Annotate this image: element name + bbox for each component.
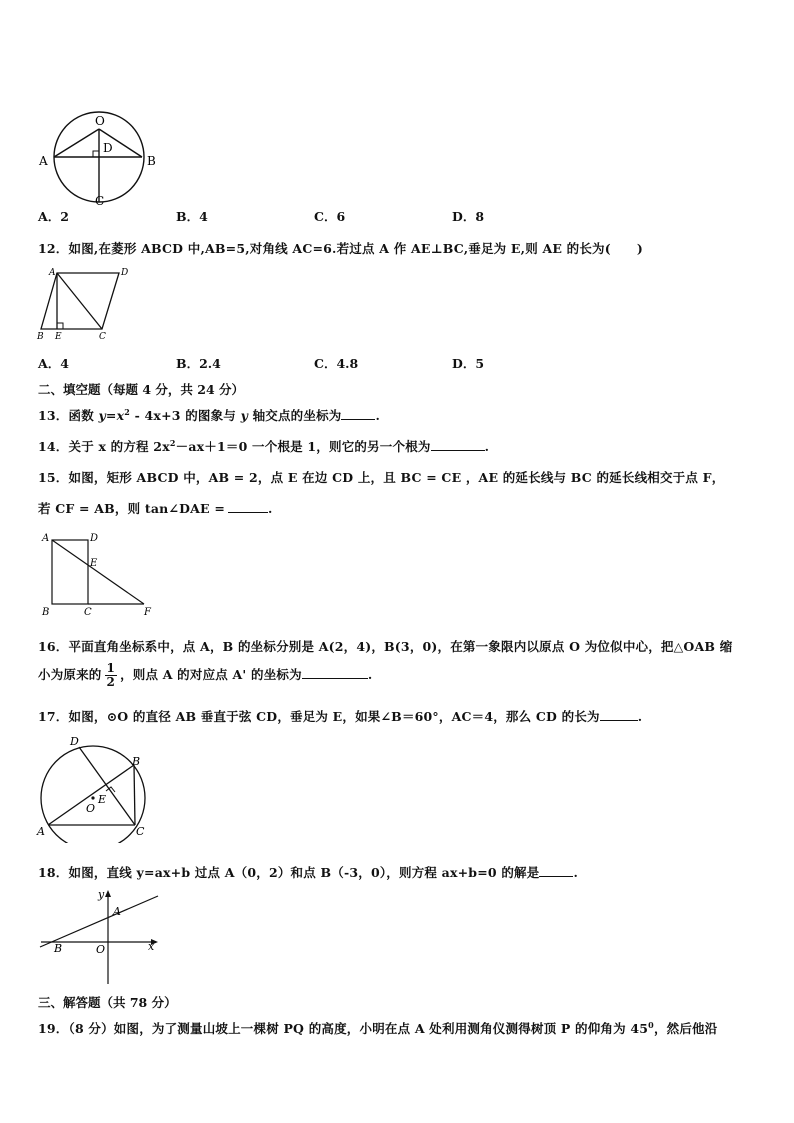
q18-number: 18． — [38, 865, 69, 880]
q17-circle — [41, 746, 145, 843]
q13-text-post: 轴交点的坐标为 — [248, 408, 342, 423]
q11-option-a[interactable]: A．2 — [38, 209, 69, 224]
q16-text-line2-post: ，则点 A 的对应点 A' 的坐标为 — [120, 667, 302, 682]
q15-label-b: B — [42, 607, 50, 618]
q16-line1 — [38, 637, 732, 655]
q12-diagonal-ac — [57, 273, 102, 329]
q16-answer-blank[interactable] — [302, 666, 368, 679]
q17-label-e: E — [98, 793, 107, 806]
q17-end: . — [637, 709, 643, 724]
q17-diameter-ab — [48, 765, 134, 825]
q12-label-b: B — [37, 332, 44, 342]
q19-number: 19． — [38, 1021, 69, 1036]
q17-line-bc — [134, 765, 135, 825]
q11-option-d[interactable]: D．8 — [452, 209, 485, 224]
q17-label-b: B — [132, 755, 141, 768]
q18-line — [40, 896, 158, 947]
q12-label-a: A — [49, 268, 56, 278]
q16-fraction-denominator: 2 — [106, 675, 116, 689]
q15-rectangle-figure — [36, 530, 160, 620]
section-3-heading: 三、解答题（共 78 分） — [38, 995, 177, 1010]
q12-number: 12． — [38, 241, 69, 256]
q16-end: . — [367, 667, 373, 682]
q15-label-a: A — [42, 533, 50, 544]
section-2-heading: 二、填空题（每题 4 分，共 24 分） — [38, 382, 245, 397]
q17-label-o: O — [86, 802, 96, 815]
q12-label-e: E — [55, 332, 62, 342]
q15-label-c: C — [84, 607, 92, 618]
q18-label-o: O — [96, 943, 106, 956]
q12-label-c: C — [99, 332, 106, 342]
q18-label-x: x — [148, 940, 155, 953]
q13-text-mid: - 4x+3 的图象与 — [130, 408, 241, 423]
q13-question — [38, 406, 380, 424]
q12-rhombus-figure — [36, 265, 136, 343]
q16-fraction — [105, 662, 118, 689]
q18-end: . — [573, 865, 579, 880]
q12-option-d[interactable]: D．5 — [452, 356, 485, 371]
q14-number: 14． — [38, 439, 69, 454]
q11-option-b[interactable]: B．4 — [176, 209, 208, 224]
q13-var-y: y — [98, 408, 106, 423]
q15-line-af — [52, 540, 144, 604]
q15-answer-blank[interactable] — [228, 500, 268, 513]
q12-label-d: D — [121, 268, 129, 278]
q14-end: . — [484, 439, 490, 454]
q16-fraction-numerator: 1 — [106, 661, 116, 675]
q11-label-b: B — [147, 154, 156, 168]
q15-line1 — [38, 468, 724, 486]
q15-label-f: F — [144, 607, 151, 618]
q11-label-c: C — [95, 194, 105, 206]
q15-text-line2: 若 CF = AB，则 tan∠DAE = — [38, 501, 225, 516]
q19-text-post: ，然后他沿 — [653, 1021, 718, 1036]
q18-question — [38, 863, 578, 881]
q17-label-c: C — [136, 825, 145, 838]
q11-label-o: O — [95, 114, 105, 128]
q15-rectangle — [52, 540, 88, 604]
q17-question — [38, 707, 642, 725]
q15-line2 — [38, 499, 273, 517]
q19-question — [38, 1019, 717, 1037]
q11-right-angle — [93, 151, 99, 157]
q16-text-line2-pre: 小为原来的 — [38, 667, 102, 682]
q12-option-b[interactable]: B．2.4 — [176, 356, 221, 371]
q15-number: 15． — [38, 470, 69, 485]
q17-number: 17． — [38, 709, 69, 724]
q15-label-e: E — [90, 558, 98, 569]
q19-sup: 0 — [648, 1019, 654, 1030]
q15-end: . — [268, 501, 273, 516]
q19-text: （8 分）如图，为了测量山坡上一棵树 PQ 的高度，小明在点 A 处利用测角仪测得树顶 P 的仰角为 45 — [68, 1021, 649, 1036]
q18-label-y: y — [98, 888, 105, 901]
q12-right-angle — [57, 323, 63, 329]
q12-option-c[interactable]: C．4.8 — [314, 356, 359, 371]
q13-answer-blank[interactable] — [341, 407, 375, 420]
q17-answer-blank[interactable] — [600, 708, 638, 721]
q18-label-b: B — [54, 942, 63, 955]
q11-label-d: D — [103, 141, 113, 155]
q17-label-a: A — [37, 825, 45, 838]
q17-label-d: D — [70, 735, 79, 748]
q18-graph-figure — [36, 884, 166, 988]
q14-sup: 2 — [169, 437, 176, 448]
q11-circle-figure — [36, 110, 166, 206]
q16-line2 — [38, 662, 372, 689]
q11-label-a: A — [39, 154, 48, 168]
q12-question — [38, 239, 643, 257]
q12-paren-close: ) — [636, 241, 643, 256]
q12-option-a[interactable]: A．4 — [38, 356, 69, 371]
q16-number: 16． — [38, 639, 69, 654]
q14-question — [38, 437, 489, 455]
q11-option-c[interactable]: C．6 — [314, 209, 346, 224]
q18-label-a: A — [113, 905, 121, 918]
q14-answer-blank[interactable] — [431, 438, 485, 451]
q13-sup: 2 — [124, 406, 131, 417]
q13-text-pre: 函数 — [68, 408, 99, 423]
q15-label-d: D — [90, 533, 99, 544]
q13-eq: =x — [105, 408, 125, 423]
q12-text: 如图,在菱形 ABCD 中,AB=5,对角线 AC=6.若过点 A 作 AE⊥BC,垂足为 E,则 AE 的长为( — [68, 241, 611, 256]
q16-text-line1: 平面直角坐标系中，点 A，B 的坐标分别是 A(2，4)，B(3，0)，在第一象限内以原点 O 为位似中心，把△OAB 缩 — [68, 639, 733, 654]
q18-answer-blank[interactable] — [539, 864, 573, 877]
q18-y-arrow — [105, 890, 111, 897]
q13-var-y2: y — [240, 408, 249, 423]
q17-circle-figure — [34, 733, 154, 843]
q13-number: 13． — [38, 408, 69, 423]
q15-text-line1: 如图，矩形 ABCD 中，AB = 2，点 E 在边 CD 上，且 BC = CE ，AE 的延长线与 BC 的延长线相交于点 F， — [68, 470, 725, 485]
q18-text: 如图，直线 y=ax+b 过点 A（0，2）和点 B（-3，0），则方程 ax+b=0 的解是 — [68, 865, 540, 880]
q14-text-pre: 关于 x 的方程 2x — [68, 439, 170, 454]
q17-center-dot — [91, 796, 94, 799]
q14-text-post: －ax＋1＝0 一个根是 1，则它的另一个根为 — [175, 439, 431, 454]
q17-text: 如图，⊙O 的直径 AB 垂直于弦 CD，垂足为 E，如果∠B＝60°，AC＝4，那么 CD 的长为 — [68, 709, 600, 724]
q13-end: . — [375, 408, 381, 423]
